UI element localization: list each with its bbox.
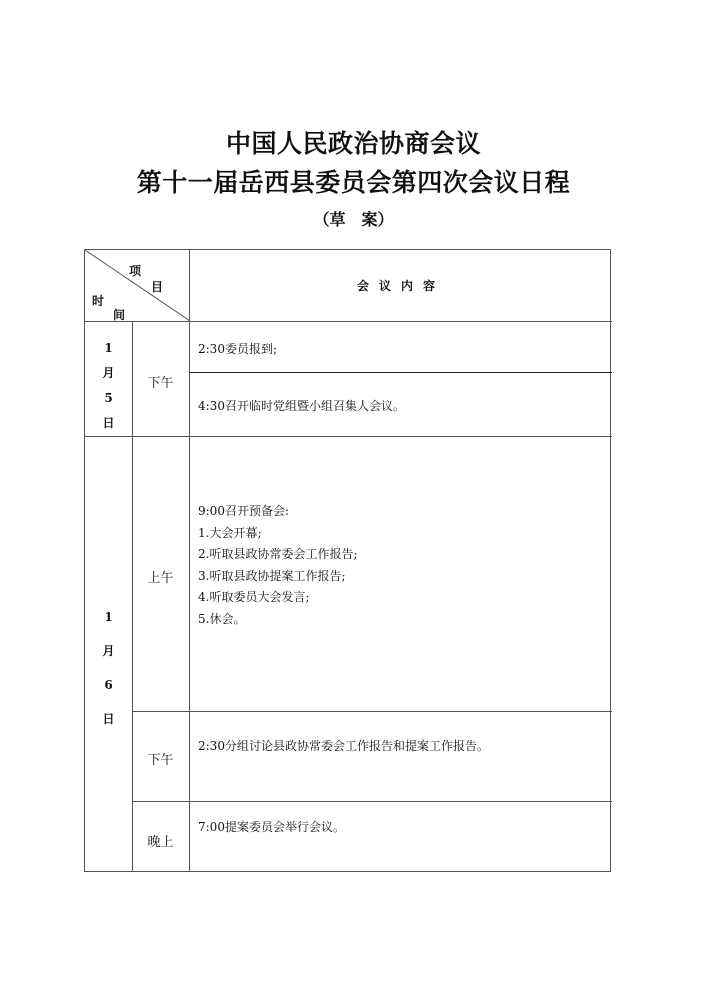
row-divider-morning (132, 711, 612, 712)
divider-date-col (132, 321, 133, 872)
title-line-2: 第十一届岳西县委员会第四次会议日程 (136, 168, 571, 197)
row-divider-day1 (85, 436, 612, 437)
row-divider-header (85, 321, 612, 322)
subtitle-draft: （草 案） (313, 210, 394, 229)
date-jan-6 (85, 600, 132, 736)
header-meeting-content: 会议内容 (356, 279, 445, 293)
agenda-line: 2.听取县政协常委会工作报告; (198, 547, 358, 561)
header-time-char-1: 时 (92, 294, 105, 308)
agenda-line: 1.大会开幕; (198, 525, 262, 540)
header-diagonal-line (85, 250, 190, 322)
date-char: 日 (102, 416, 115, 430)
item-proposal-committee: 7:00提案委员会举行会议。 (198, 820, 345, 834)
agenda-line: 9:00召开预备会: (198, 504, 289, 518)
item-party-group-meeting: 4:30召开临时党组暨小组召集人会议。 (198, 399, 405, 413)
date-char: 月 (102, 366, 115, 380)
date-char: 1 (104, 610, 113, 624)
agenda-line: 4.听取委员大会发言; (198, 590, 310, 604)
divider-period-col (189, 437, 190, 872)
date-jan-5 (85, 336, 132, 436)
date-char: 月 (102, 644, 115, 658)
morning-agenda (198, 501, 358, 630)
schedule-table (84, 249, 611, 872)
date-char: 5 (104, 391, 113, 405)
title-line-1: 中国人民政治协商会议 (225, 129, 481, 158)
divider-header-col (189, 250, 190, 437)
date-char: 1 (104, 341, 113, 355)
item-group-discussion: 2:30分组讨论县政协常委会工作报告和提案工作报告。 (198, 739, 489, 753)
period-evening: 晚上 (147, 835, 174, 850)
period-afternoon-day1: 下午 (147, 376, 174, 391)
period-afternoon-day2: 下午 (147, 753, 174, 768)
row-divider-afternoon (132, 801, 612, 802)
header-item-char-1: 项 (129, 264, 142, 278)
agenda-line: 3.听取县政协提案工作报告; (198, 568, 346, 583)
date-char: 6 (104, 678, 113, 692)
header-time-char-2: 间 (113, 308, 126, 322)
date-char: 日 (102, 712, 115, 726)
header-item-char-2: 目 (151, 280, 164, 294)
period-morning: 上午 (147, 571, 174, 586)
item-registration: 2:30委员报到; (198, 342, 277, 356)
row-divider-day1-items (189, 372, 612, 373)
agenda-line: 5.休会。 (198, 611, 246, 626)
